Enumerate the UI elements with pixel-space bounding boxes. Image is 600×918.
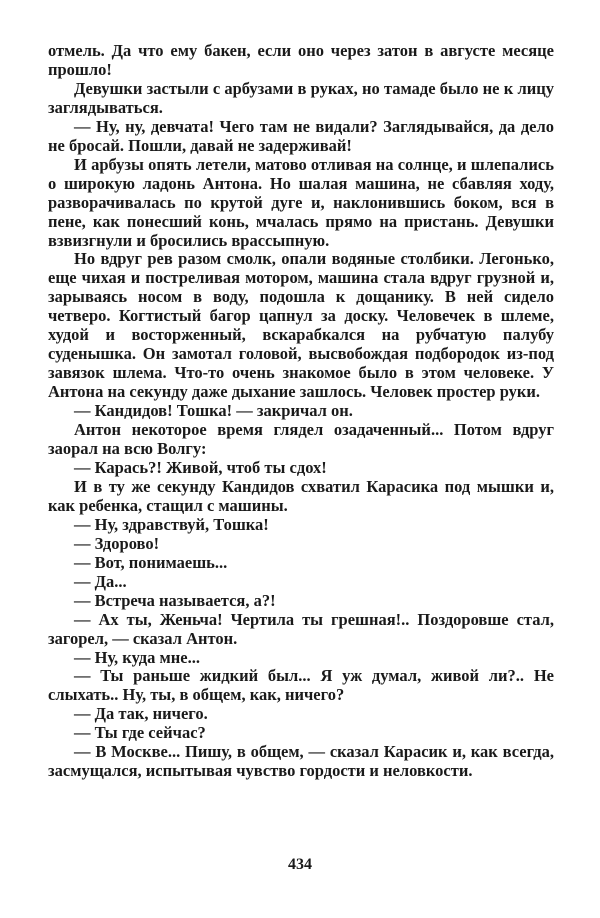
dialogue-line: — Вот, понимаешь...	[74, 552, 228, 572]
paragraph: Но вдруг рев разом смолк, опали водяные столбики. Легонько, еще чихая и постреливая мотором, машина стала вдруг грузной и, зарываясь носом в воду, подошла к дощанику. В ней сидело четверо. Когтистый багор цапнул за доску. Человечек в шлеме, худой и восторженный, вскарабкался на рубчатую палубу суденышка. Он замотал головой, высвобождая подбородок из-под завязок шлема. Что-то очень знакомое было в этом человеке. У Антона на секунду даже дыхание зашлось. Человек простер руки.	[48, 249, 554, 402]
dialogue-line: — Ты где сейчас?	[74, 723, 206, 743]
dialogue-line: — Здорово!	[74, 533, 160, 553]
dialogue-line: — Кандидов! Тошка! — закричал он.	[74, 401, 353, 421]
paragraph: И в ту же секунду Кандидов схватил Карасика под мышки и, как ребенка, стащил с машины.	[48, 476, 554, 515]
dialogue-line: — Да так, ничего.	[74, 704, 208, 724]
book-page-text	[48, 42, 554, 781]
dialogue-line: — Ах ты, Женьча! Чертила ты грешная!.. Поздоровше стал, загорел, — сказал Антон.	[48, 609, 554, 648]
dialogue-line: — Встреча называется, а?!	[74, 590, 276, 610]
dialogue-line: — Ну, куда мне...	[74, 647, 200, 667]
dialogue-line: — Ну, здравствуй, Тошка!	[74, 514, 269, 534]
dialogue-line: — В Москве... Пишу, в общем, — сказал Карасик и, как всегда, засмущался, испытывая чувство гордости и неловкости.	[48, 742, 554, 781]
paragraph: отмель. Да что ему бакен, если оно через затон в августе месяце прошло!	[48, 41, 554, 79]
dialogue-line: — Ну, ну, девчата! Чего там не видали? Заглядывайся, да дело не бросай. Пошли, давай не задерживай!	[48, 116, 554, 155]
dialogue-line: — Карась?! Живой, чтоб ты сдох!	[74, 457, 327, 477]
dialogue-line: — Да...	[74, 571, 127, 591]
page-number: 434	[288, 856, 312, 873]
dialogue-line: — Ты раньше жидкий был... Я уж думал, живой ли?.. Не слыхать.. Ну, ты, в общем, как, ничего?	[48, 666, 554, 705]
paragraph: Девушки застыли с арбузами в руках, но тамаде было не к лицу заглядываться.	[48, 78, 554, 117]
paragraph: И арбузы опять летели, матово отливая на солнце, и шлепались о широкую ладонь Антона. Но шалая машина, не сбавляя ходу, разворачивалась по крутой дуге и, наклонившись боком, вся в пене, как понесший конь, мчалась прямо на пристань. Девушки взвизгнули и бросились врассыпную.	[48, 154, 554, 250]
paragraph: Антон некоторое время глядел озадаченный... Потом вдруг заорал на всю Волгу:	[48, 420, 554, 459]
